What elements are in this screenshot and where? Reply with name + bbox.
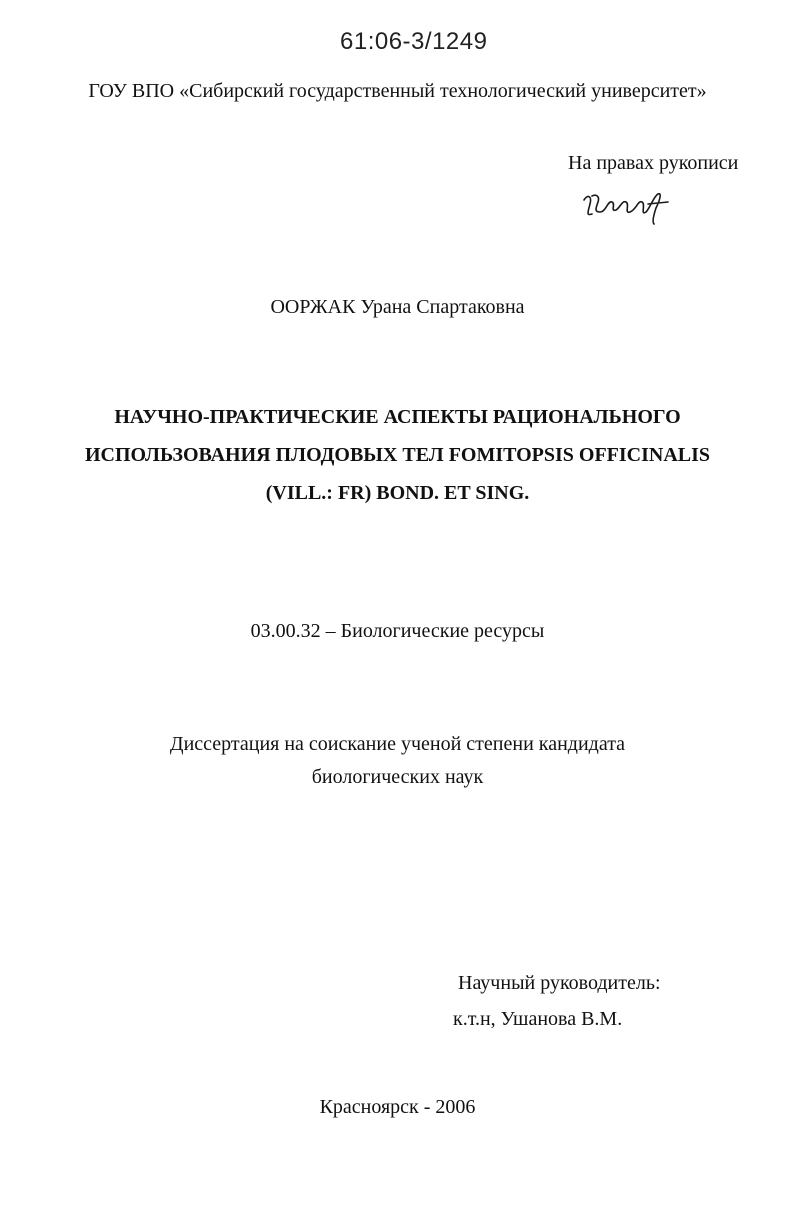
supervisor-label: Научный руководитель:	[458, 972, 661, 994]
title-line: ИСПОЛЬЗОВАНИЯ ПЛОДОВЫХ ТЕЛ FOMITOPSIS OFFICINALIS	[84, 444, 711, 466]
author-name: ООРЖАК Урана Спартаковна	[270, 296, 525, 318]
supervisor-name: к.т.н, Ушанова В.М.	[453, 1008, 623, 1030]
city-year: Красноярск - 2006	[319, 1096, 476, 1118]
manuscript-rights: На правах рукописи	[568, 152, 739, 174]
degree-statement	[0, 728, 795, 794]
title-line: (VILL.: FR) BOND. ET SING.	[265, 482, 530, 504]
signature	[578, 186, 678, 226]
organization: ГОУ ВПО «Сибирский государственный технологический университет»	[88, 80, 707, 102]
degree-line: биологических наук	[311, 766, 484, 788]
dissertation-title	[0, 398, 795, 512]
specialty-code: 03.00.32 – Биологические ресурсы	[250, 620, 545, 642]
archive-stamp: 61:06-3/1249	[340, 28, 488, 55]
title-line: НАУЧНО-ПРАКТИЧЕСКИЕ АСПЕКТЫ РАЦИОНАЛЬНОГО	[114, 406, 681, 428]
degree-line: Диссертация на соискание ученой степени кандидата	[169, 733, 626, 755]
